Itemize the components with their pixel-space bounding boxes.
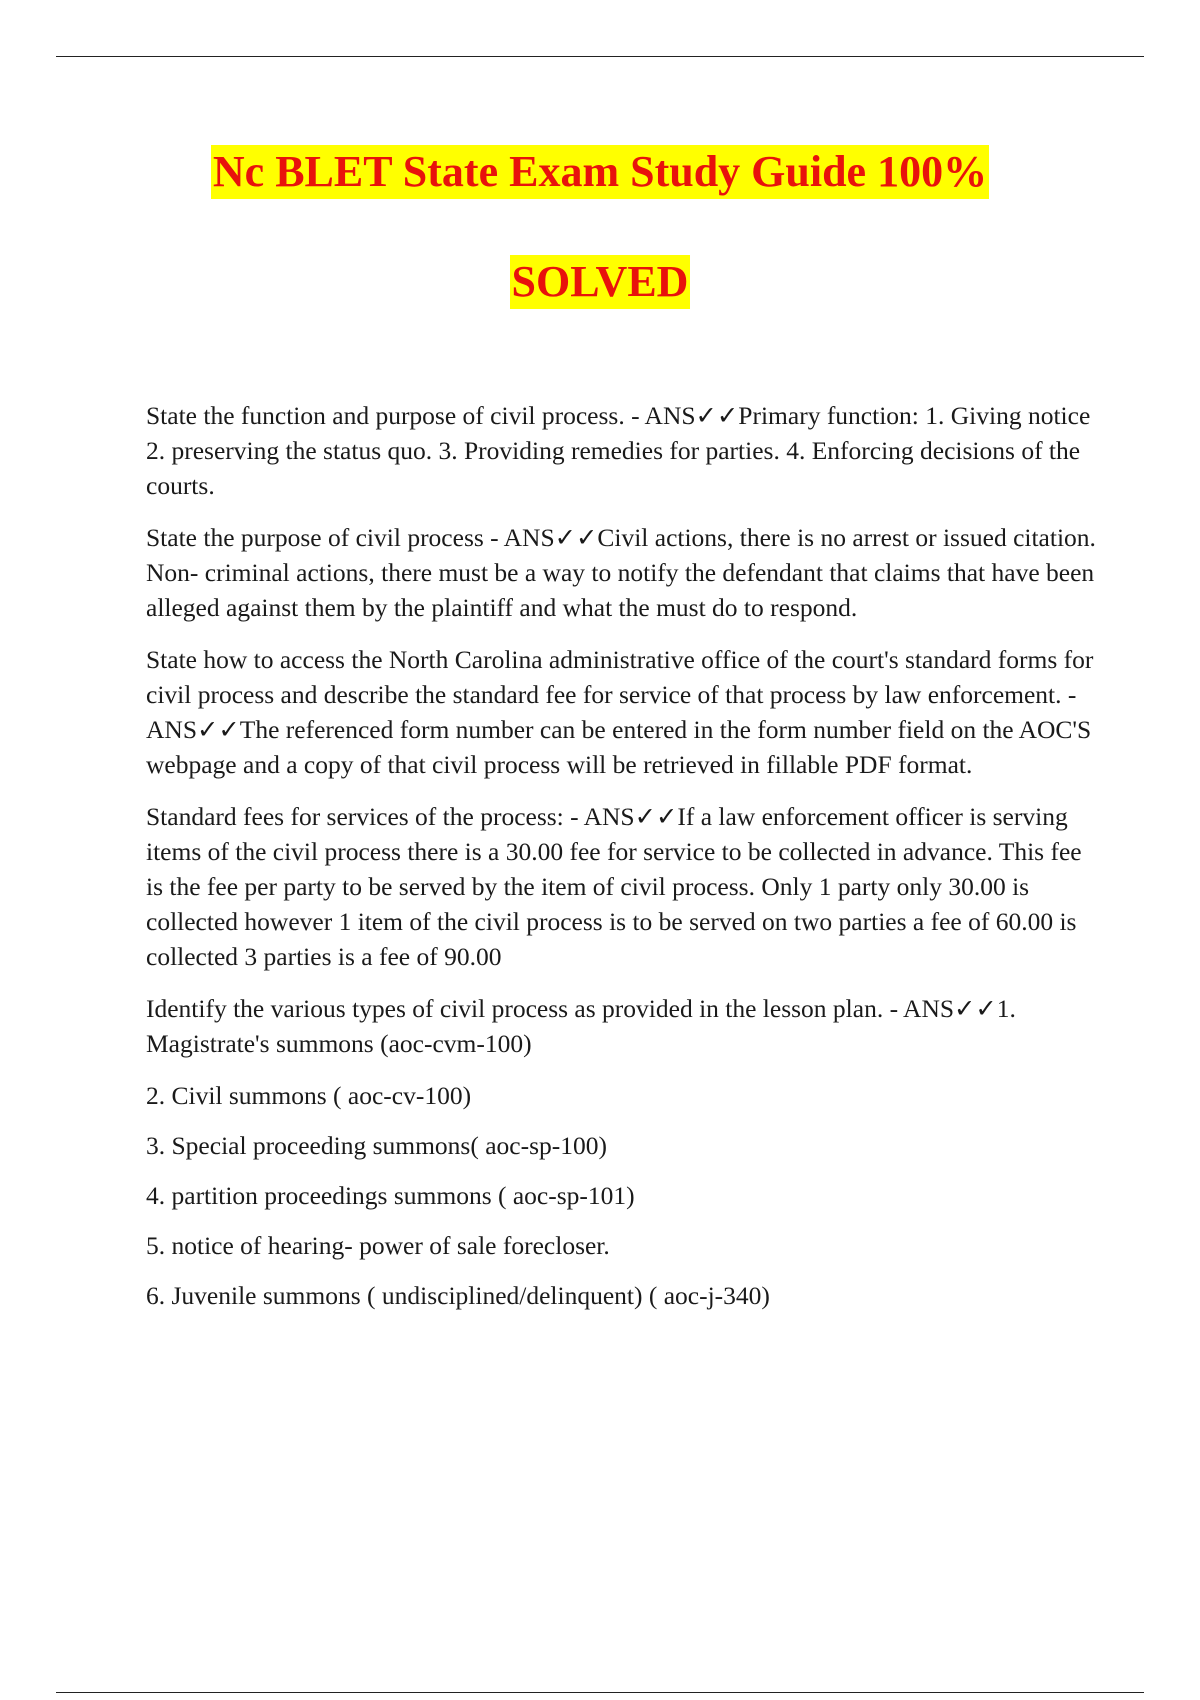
title-line-1: Nc BLET State Exam Study Guide 100% [211, 145, 989, 199]
question-answer-paragraph: State the function and purpose of civil process. - ANS✓✓Primary function: 1. Giving notice 2. preserving the status quo. 3. Providing remedies for parties. 4. Enforcing decisions of the courts. [146, 401, 1091, 500]
document-title [0, 145, 1200, 309]
title-line-2: SOLVED [510, 255, 691, 309]
question-answer-paragraph: Identify the various types of civil process as provided in the lesson plan. - ANS✓✓1. Magistrate's summons (aoc-cvm-100) [146, 994, 1016, 1058]
list-item: 3. Special proceeding summons( aoc-sp-100) [146, 1131, 608, 1160]
top-rule [56, 56, 1144, 57]
document-body [146, 398, 1096, 1328]
question-answer-paragraph: Standard fees for services of the process: - ANS✓✓If a law enforcement officer is serving items of the civil process there is a 30.00 fee for service to be collected in advance. This fee is the fee per party to be served by the item of civil process. Only 1 party only 30.00 is collected however 1 item of the civil process is to be served on two parties a fee of 60.00 is collected 3 parties is a fee of 90.00 [146, 802, 1082, 971]
question-answer-paragraph: State how to access the North Carolina administrative office of the court's standard forms for civil process and describe the standard fee for service of that process by law enforcement. - ANS✓✓The referenced form number can be entered in the form number field on the AOC'S webpage and a copy of that civil process will be retrieved in fillable PDF format. [146, 645, 1094, 779]
list-item: 2. Civil summons ( aoc-cv-100) [146, 1081, 472, 1110]
list-item: 5. notice of hearing- power of sale forecloser. [146, 1231, 610, 1260]
list-item: 4. partition proceedings summons ( aoc-sp-101) [146, 1181, 635, 1210]
question-answer-paragraph: State the purpose of civil process - ANS✓✓Civil actions, there is no arrest or issued citation. Non- criminal actions, there must be a way to notify the defendant that claims that have been alleged against them by the plaintiff and what the must do to respond. [146, 523, 1096, 622]
list-item: 6. Juvenile summons ( undisciplined/delinquent) ( aoc-j-340) [146, 1281, 770, 1310]
bottom-rule [56, 1692, 1144, 1693]
